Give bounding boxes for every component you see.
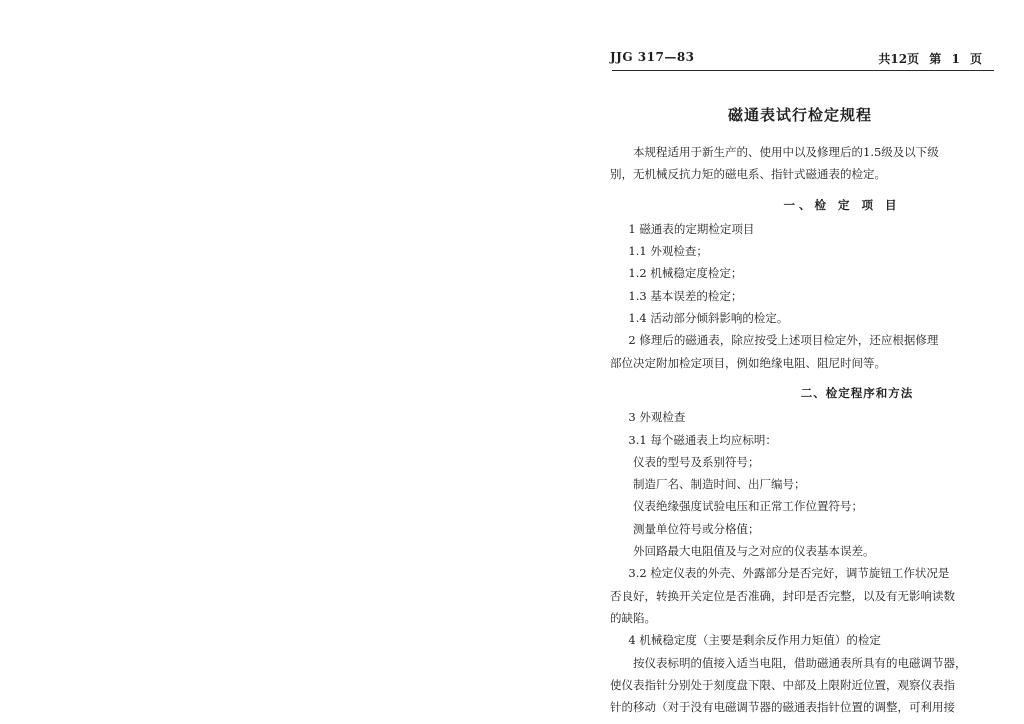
document-body	[610, 141, 994, 718]
document-page	[606, 44, 994, 720]
section-heading-2: 二、检定程序和方法	[800, 385, 914, 400]
list-item: 的缺陷。	[610, 610, 656, 625]
section-heading-1: 一、检 定 项 目	[783, 197, 901, 212]
list-item: 部位决定附加检定项目，例如绝缘电阻、阻尼时间等。	[610, 355, 886, 370]
list-item: 1.2 机械稳定度检定；	[628, 266, 743, 281]
list-item: 否良好，转换开关定位是否准确，封印是否完整，以及有无影响读数	[610, 588, 955, 603]
list-item: 3 外观检查	[628, 410, 686, 425]
list-item: 4 机械稳定度（主要是剩余反作用力矩值）的检定	[628, 633, 881, 648]
page-info: 共12页 第 1 页	[878, 52, 982, 66]
list-item: 仪表的型号及系别符号；	[633, 454, 760, 469]
intro-line-1: 本规程适用于新生产的、使用中以及修理后的1.5级及以下级	[633, 145, 939, 159]
list-item: 3.1 每个磁通表上均应标明：	[628, 432, 777, 447]
page-header	[610, 44, 990, 68]
list-item: 针的移动（对于没有电磁调节器的磁通表指针位置的调整，可利用接	[610, 700, 955, 715]
list-item: 3.2 检定仪表的外壳、外露部分是否完好，调节旋钮工作状况是	[628, 566, 950, 581]
list-item: 外回路最大电阻值及与之对应的仪表基本误差。	[633, 544, 875, 559]
document-title: 磁通表试行检定规程	[727, 106, 872, 124]
list-item: 2 修理后的磁通表，除应按受上述项目检定外，还应根据修理	[628, 333, 939, 348]
spacer	[610, 186, 994, 192]
list-item: 使仪表指针分别处于刻度盘下限、中部及上限附近位置，观察仪表指	[610, 677, 955, 692]
list-item: 1 磁通表的定期检定项目	[628, 221, 755, 236]
list-item: 制造厂名、制造时间、出厂编号；	[633, 477, 806, 492]
spacer	[610, 374, 994, 380]
list-item: 仪表绝缘强度试验电压和正常工作位置符号；	[633, 499, 863, 514]
list-item: 按仪表标明的值接入适当电阻，借助磁通表所具有的电磁调节器，	[633, 655, 967, 670]
standard-code: JJG 317—83	[610, 50, 695, 64]
list-item: 1.3 基本误差的检定；	[628, 288, 743, 303]
list-item: 1.4 活动部分倾斜影响的检定。	[628, 311, 789, 326]
list-item: 测量单位符号或分格值；	[633, 521, 760, 536]
intro-line-2: 别，无机械反抗力矩的磁电系、指针式磁通表的检定。	[610, 167, 886, 182]
header-rule	[612, 70, 994, 71]
list-item: 1.1 外观检查；	[628, 244, 708, 259]
